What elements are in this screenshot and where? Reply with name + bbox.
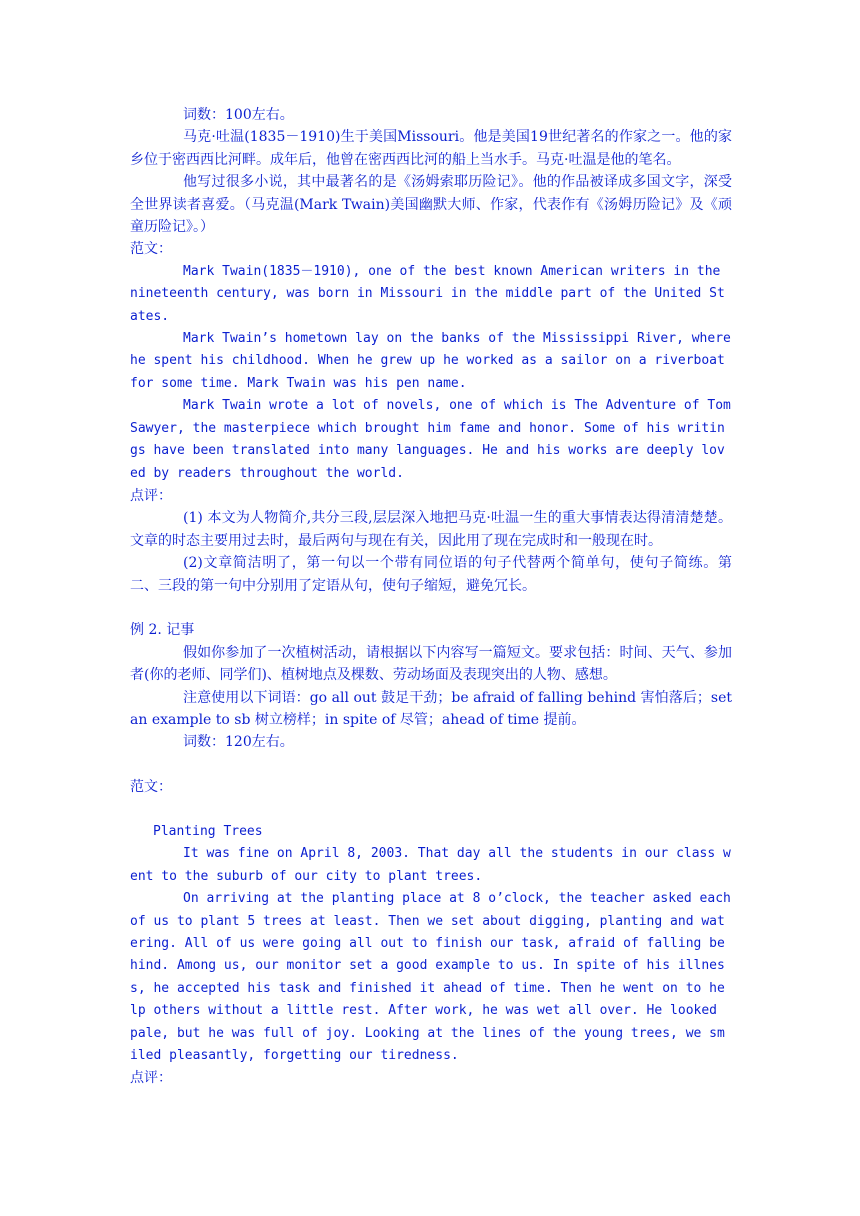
example-2-prompt: 假如你参加了一次植树活动，请根据以下内容写一篇短文。要求包括：时间、天气、参加者(你的老师、同学们)、植树地点及棵数、劳动场面及表现突出的人物、感想。 [130, 644, 732, 684]
sample-heading: 范文： [130, 241, 172, 258]
comment-heading: 点评： [130, 487, 172, 504]
example-2-word-count: 词数：120左右。 [183, 734, 294, 751]
essay-title: Planting Trees [153, 823, 263, 839]
essay-paragraph-1: It was fine on April 8, 2003. That day all the students in our class went to the suburb of our city to plant trees. [130, 846, 731, 884]
example-2-heading: 例 2. 记事 [130, 622, 195, 639]
sample-paragraph-2: Mark Twain’s hometown lay on the banks of the Mississippi River, where he spent his childhood. When he grew up he worked as a sailor on a riverboat for some time. Mark Twain was his pen name. [130, 331, 731, 391]
example-2-vocabulary: 注意使用以下词语：go all out 鼓足干劲；be afraid of falling behind 害怕落后；set an example to sb 树立榜样；in spite of 尽管；ahead of time 提前。 [130, 689, 732, 728]
word-count-note: 词数：100左右。 [183, 107, 294, 123]
prompt-paragraph-2: 他写过很多小说，其中最著名的是《汤姆索耶历险记》。他的作品被译成多国文字，深受全世界读者喜爱。（马克温(Mark Twain)美国幽默大师、作家，代表作有《汤姆历险记》及《顽童历险记》。） [130, 174, 732, 236]
sample-paragraph-3: Mark Twain wrote a lot of novels, one of which is The Adventure of Tom Sawyer, the masterpiece which brought him fame and honor. Some of his writings have been translated into many languages. He and his works are deeply loved by readers throughout the world. [130, 398, 731, 481]
prompt-paragraph-1: 马克·吐温(1835－1910)生于美国Missouri。他是美国19世纪著名的作家之一。他的家乡位于密西西比河畔。成年后，他曾在密西西比河的船上当水手。马克·吐温是他的笔名。 [130, 129, 732, 168]
comment-point-2: (2)文章简洁明了，第一句以一个带有同位语的句子代替两个简单句，使句子简练。第二、三段的第一句中分别用了定语从句，使句子缩短，避免冗长。 [130, 555, 732, 594]
sample-paragraph-1: Mark Twain(1835－1910), one of the best known American writers in the nineteenth century, was born in Missouri in the middle part of the United States. [130, 263, 725, 324]
essay-paragraph-2: On arriving at the planting place at 8 o’clock, the teacher asked each of us to plant 5 trees at least. Then we set about digging, planting and watering. All of us were going all out to finish our task, afraid of falling behind. Among us, our monitor set a good example to us. In spite of his illness, he accepted his task and finished it ahead of time. Then he went on to help others without a little rest. After work, he was wet all over. He looked pale, but he was full of joy. Looking at the lines of the young trees, we smiled pleasantly, forgetting our tiredness. [130, 891, 731, 1064]
comment-point-1: (1) 本文为人物简介,共分三段,层层深入地把马克·吐温一生的重大事情表达得清清楚楚。文章的时态主要用过去时，最后两句与现在有关，因此用了现在完成时和一般现在时。 [130, 510, 732, 549]
spacer [130, 799, 732, 821]
document-body [130, 104, 732, 1090]
comment-heading-2: 点评： [130, 1070, 172, 1087]
spacer [130, 597, 732, 619]
spacer [130, 754, 732, 776]
sample-heading-2: 范文： [130, 779, 172, 796]
